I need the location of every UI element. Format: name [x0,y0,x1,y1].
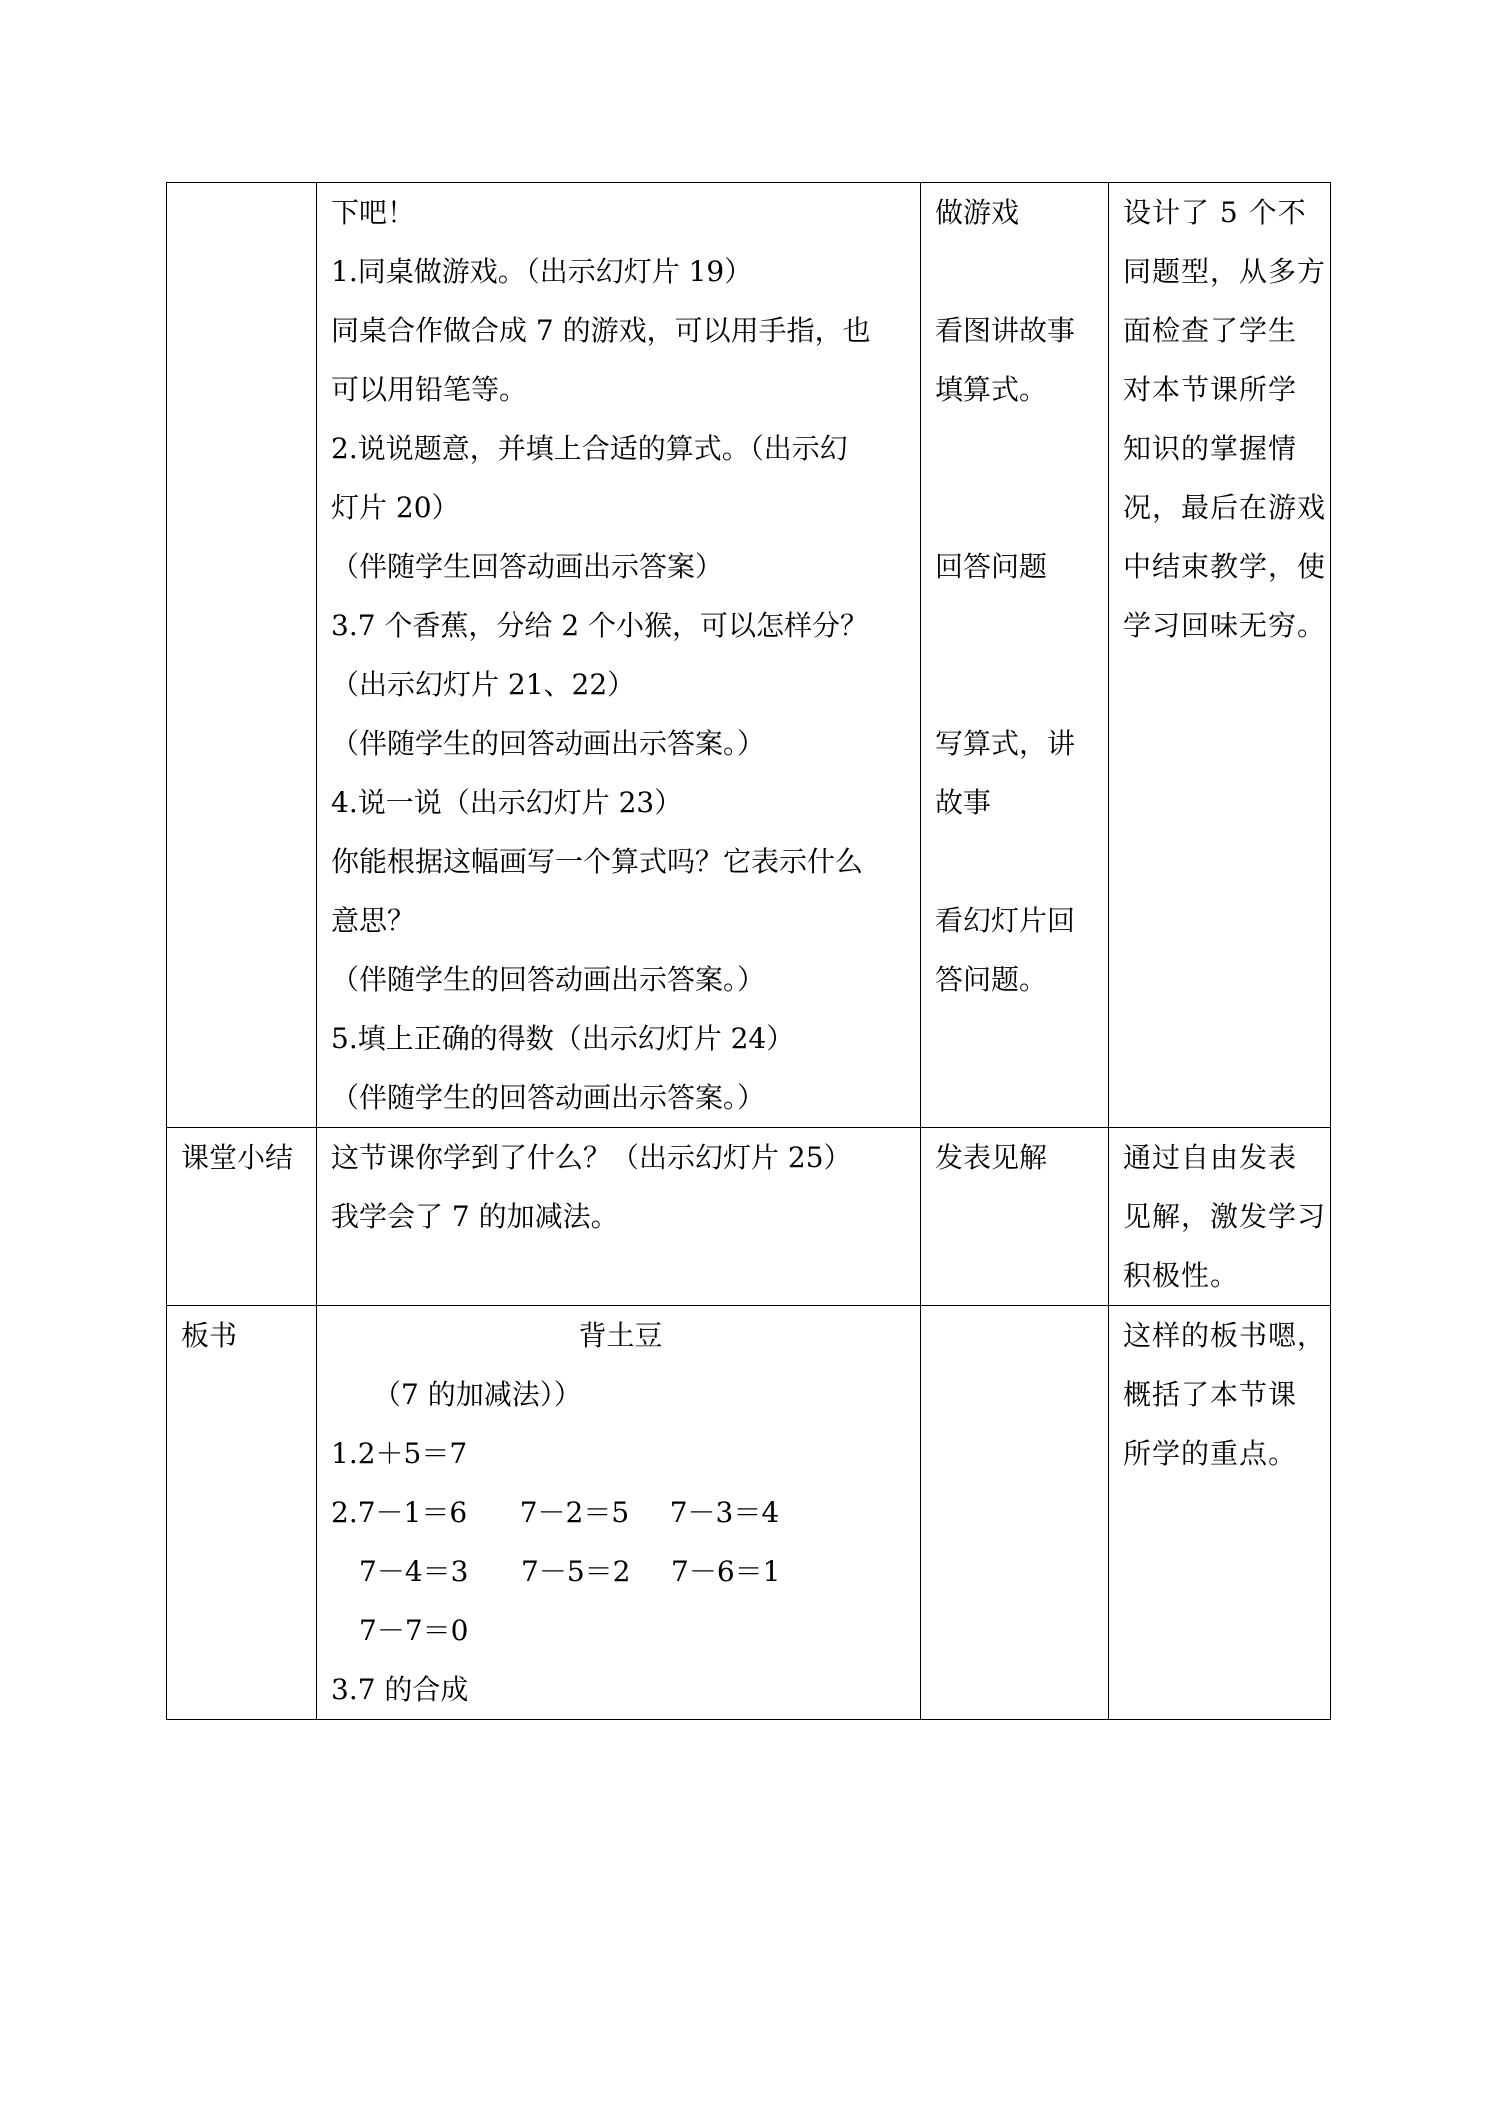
text-line: 同桌合作做合成 7 的游戏，可以用手指，也 [331,314,871,347]
text-line: 看幻灯片回 [935,904,1076,937]
text-line: 这样的板书嗯， [1123,1319,1327,1352]
text-line: 2.说说题意，并填上合适的算式。（出示幻 [331,432,848,465]
equation-row [331,1542,910,1601]
text-line: 意思？ [331,904,416,937]
text-line: 你能根据这幅画写一个算式吗？它表示什么 [331,845,864,878]
text-line: 面检查了学生 [1123,314,1298,347]
teacher-activity-cell [317,1128,921,1306]
text-line: （伴随学生回答动画出示答案） [331,550,724,583]
text-line: 3.7 个香蕉，分给 2 个小猴，可以怎样分？ [331,609,869,642]
text-line: 下吧！ [331,196,416,229]
text-line: 况，最后在游戏 [1123,491,1327,524]
text-line: 回答问题 [935,550,1048,583]
board-subtitle: （7 的加减法）） [373,1378,582,1411]
text-line: 可以用铅笔等。 [331,373,528,406]
equation-row [331,1601,910,1660]
summary-row [167,1128,1331,1306]
text-line: 设计了 5 个不 [1123,196,1307,229]
equation: 7－1＝6 [357,1496,468,1529]
board-item-3: 3.7 的合成 [331,1673,469,1706]
student-activity-cell [921,183,1109,1128]
equation: 7－6＝1 [671,1555,781,1588]
spacer [935,832,1098,891]
text-line: 学习回味无穷。 [1123,609,1327,642]
text-line: 所学的重点。 [1123,1437,1298,1470]
student-activity-cell [921,1128,1109,1306]
student-activity-cell [921,1306,1109,1720]
text-line: 发表见解 [935,1141,1048,1174]
text-line: 对本节课所学 [1123,373,1298,406]
text-line: 这节课你学到了什么？（出示幻灯片 25） [331,1141,852,1174]
text-line: 知识的掌握情 [1123,432,1298,465]
spacer [935,596,1098,655]
spacer [935,419,1098,478]
text-line: 1.同桌做游戏。（出示幻灯片 19） [331,255,753,288]
text-line: 中结束教学，使 [1123,550,1327,583]
spacer [935,242,1098,301]
lesson-plan-table [166,182,1331,1720]
text-line: 我学会了 7 的加减法。 [331,1200,619,1233]
stage-label: 课堂小结 [181,1141,294,1174]
stage-cell [167,1128,317,1306]
text-line: （伴随学生的回答动画出示答案。） [331,963,766,996]
text-line: 通过自由发表 [1123,1141,1298,1174]
text-line: 同题型，从多方 [1123,255,1327,288]
stage-cell [167,1306,317,1720]
spacer [935,478,1098,537]
spacer [935,655,1098,714]
text-line: 看图讲故事 [935,314,1076,347]
item-number: 2. [331,1496,358,1529]
stage-cell [167,183,317,1128]
text-line: 灯片 20） [331,491,460,524]
text-line: 见解，激发学习 [1123,1200,1327,1233]
equation: 7－4＝3 [359,1555,469,1588]
equation: 7－3＝4 [669,1496,780,1529]
text-line: 写算式，讲 [935,727,1076,760]
text-line: 积极性。 [1123,1259,1240,1292]
board-item-1: 1.2＋5＝7 [331,1437,468,1470]
board-title: 背土豆 [578,1319,663,1352]
design-intent-cell [1109,183,1331,1128]
text-line: 填算式。 [935,373,1048,406]
text-line: （出示幻灯片 21、22） [331,668,636,701]
equation-row [331,1483,910,1542]
text-line: 做游戏 [935,196,1020,229]
blackboard-row [167,1306,1331,1720]
teacher-activity-cell [317,183,921,1128]
design-intent-cell [1109,1128,1331,1306]
text-line: 概括了本节课 [1123,1378,1298,1411]
text-line: （伴随学生的回答动画出示答案。） [331,727,766,760]
equation: 7－2＝5 [519,1496,630,1529]
text-line: （伴随学生的回答动画出示答案。） [331,1081,766,1114]
stage-label: 板书 [181,1319,238,1352]
text-line: 故事 [935,786,992,819]
text-line: 4.说一说（出示幻灯片 23） [331,786,683,819]
equation: 7－5＝2 [521,1555,631,1588]
text-line: 答问题。 [935,963,1048,996]
equation: 7－7＝0 [359,1614,469,1647]
blackboard-cell [317,1306,921,1720]
text-line: 5.填上正确的得数（出示幻灯片 24） [331,1022,795,1055]
design-intent-cell [1109,1306,1331,1720]
practice-row [167,183,1331,1128]
